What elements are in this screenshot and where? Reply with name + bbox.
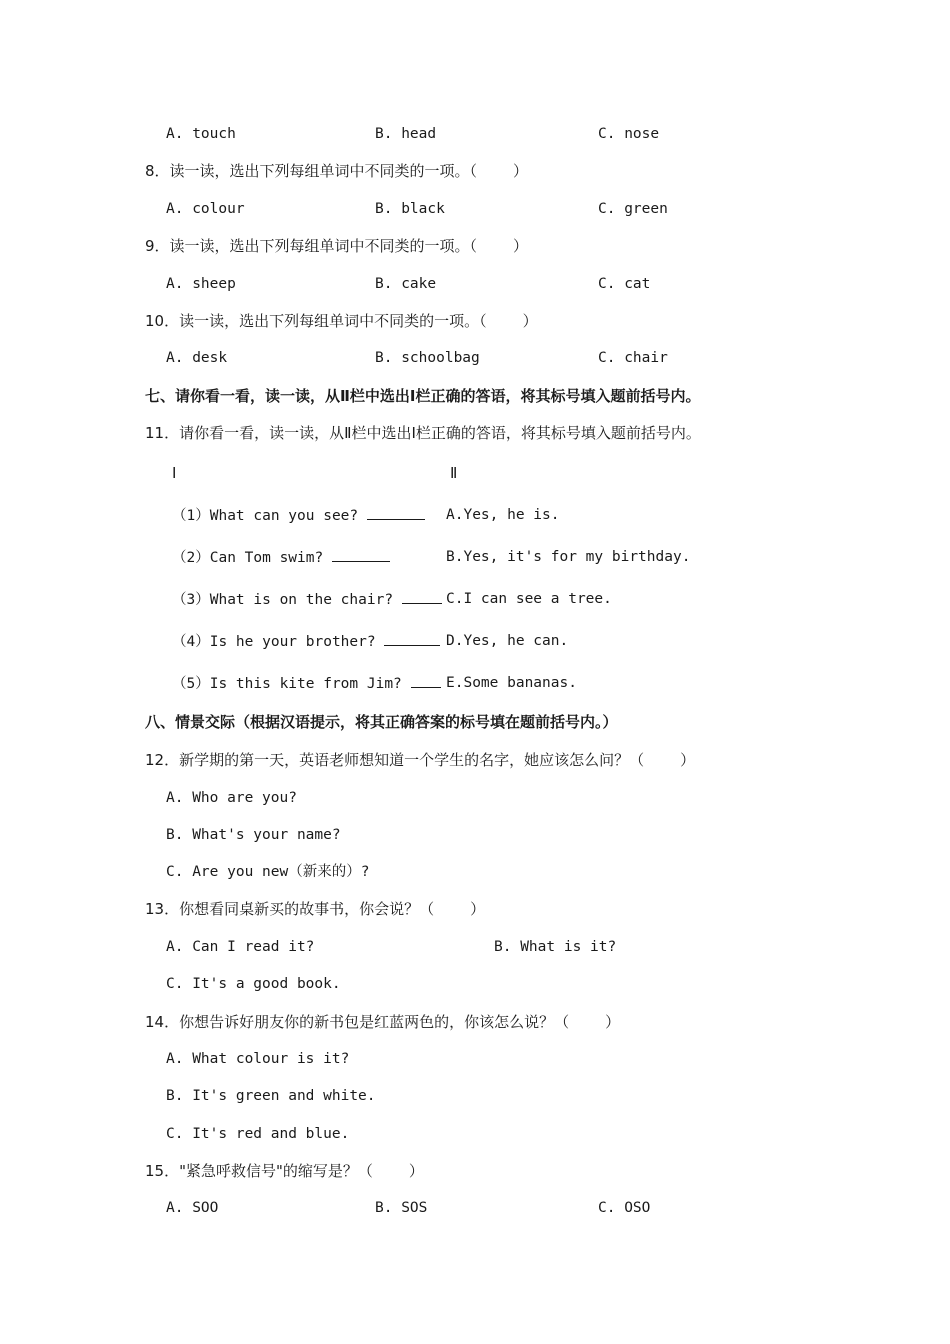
section-7-heading: 七、请你看一看，读一读，从Ⅱ栏中选出Ⅰ栏正确的答语，将其标号填入题前括号内。 bbox=[145, 387, 701, 405]
q14-option-b: B. It's green and white. bbox=[166, 1088, 376, 1104]
q11-row-3-question: （3）What is on the chair? bbox=[172, 589, 442, 610]
q8-option-a: A. colour bbox=[166, 201, 245, 217]
q15-stem: 15．"紧急呼救信号"的缩写是？（ ） bbox=[145, 1162, 424, 1180]
q14-stem: 14．你想告诉好朋友你的新书包是红蓝两色的，你该怎么说？（ ） bbox=[145, 1013, 621, 1031]
q11-col1-header: Ⅰ bbox=[172, 464, 177, 482]
q15-option-c: C. OSO bbox=[598, 1200, 651, 1216]
q12-option-c: C. Are you new（新来的）? bbox=[166, 864, 370, 880]
q13-option-b: B. What is it? bbox=[494, 939, 617, 955]
q11-row-2-answer: B.Yes, it's for my birthday. bbox=[446, 549, 691, 565]
q11-row-1-question: （1）What can you see? bbox=[172, 505, 425, 526]
q12-option-b: B. What's your name? bbox=[166, 827, 341, 843]
q8-stem: 8．读一读，选出下列每组单词中不同类的一项。（ ） bbox=[145, 162, 529, 180]
answer-blank[interactable] bbox=[384, 631, 440, 646]
answer-blank[interactable] bbox=[332, 547, 390, 562]
q8-option-b: B. black bbox=[375, 201, 445, 217]
q11-row-1-answer: A.Yes, he is. bbox=[446, 507, 560, 523]
q10-option-c: C. chair bbox=[598, 350, 668, 366]
q7-option-b: B. head bbox=[375, 126, 437, 142]
q7-option-c: C. nose bbox=[598, 126, 660, 142]
answer-blank[interactable] bbox=[411, 673, 441, 688]
q11-row-5-question: （5）Is this kite from Jim? bbox=[172, 673, 441, 694]
q11-row-2-question: （2）Can Tom swim? bbox=[172, 547, 390, 568]
answer-blank[interactable] bbox=[402, 589, 442, 604]
q8-option-c: C. green bbox=[598, 201, 668, 217]
q7-option-a: A. touch bbox=[166, 126, 236, 142]
section-8-heading: 八、情景交际（根据汉语提示，将其正确答案的标号填在题前括号内。） bbox=[145, 713, 618, 731]
q10-stem: 10．读一读，选出下列每组单词中不同类的一项。（ ） bbox=[145, 312, 538, 330]
q9-option-b: B. cake bbox=[375, 276, 437, 292]
q11-row-5-answer: E.Some bananas. bbox=[446, 675, 577, 691]
q9-option-a: A. sheep bbox=[166, 276, 236, 292]
q11-stem: 11．请你看一看，读一读，从Ⅱ栏中选出Ⅰ栏正确的答语，将其标号填入题前括号内。 bbox=[145, 424, 701, 442]
q12-stem: 12．新学期的第一天，英语老师想知道一个学生的名字，她应该怎么问？（ ） bbox=[145, 751, 696, 769]
q10-option-a: A. desk bbox=[166, 350, 228, 366]
q9-option-c: C. cat bbox=[598, 276, 651, 292]
q11-row-4-answer: D.Yes, he can. bbox=[446, 633, 569, 649]
q13-option-c: C. It's a good book. bbox=[166, 976, 341, 992]
q11-row-4-question: （4）Is he your brother? bbox=[172, 631, 440, 652]
q14-option-a: A. What colour is it? bbox=[166, 1051, 350, 1067]
q13-option-a: A. Can I read it? bbox=[166, 939, 315, 955]
q11-row-3-answer: C.I can see a tree. bbox=[446, 591, 612, 607]
q15-option-b: B. SOS bbox=[375, 1200, 428, 1216]
q14-option-c: C. It's red and blue. bbox=[166, 1126, 350, 1142]
q11-col2-header: Ⅱ bbox=[450, 464, 458, 482]
q12-option-a: A. Who are you? bbox=[166, 790, 297, 806]
q13-stem: 13．你想看同桌新买的故事书，你会说？（ ） bbox=[145, 900, 486, 918]
answer-blank[interactable] bbox=[367, 505, 425, 520]
q10-option-b: B. schoolbag bbox=[375, 350, 480, 366]
q9-stem: 9．读一读，选出下列每组单词中不同类的一项。（ ） bbox=[145, 237, 529, 255]
q15-option-a: A. SOO bbox=[166, 1200, 219, 1216]
